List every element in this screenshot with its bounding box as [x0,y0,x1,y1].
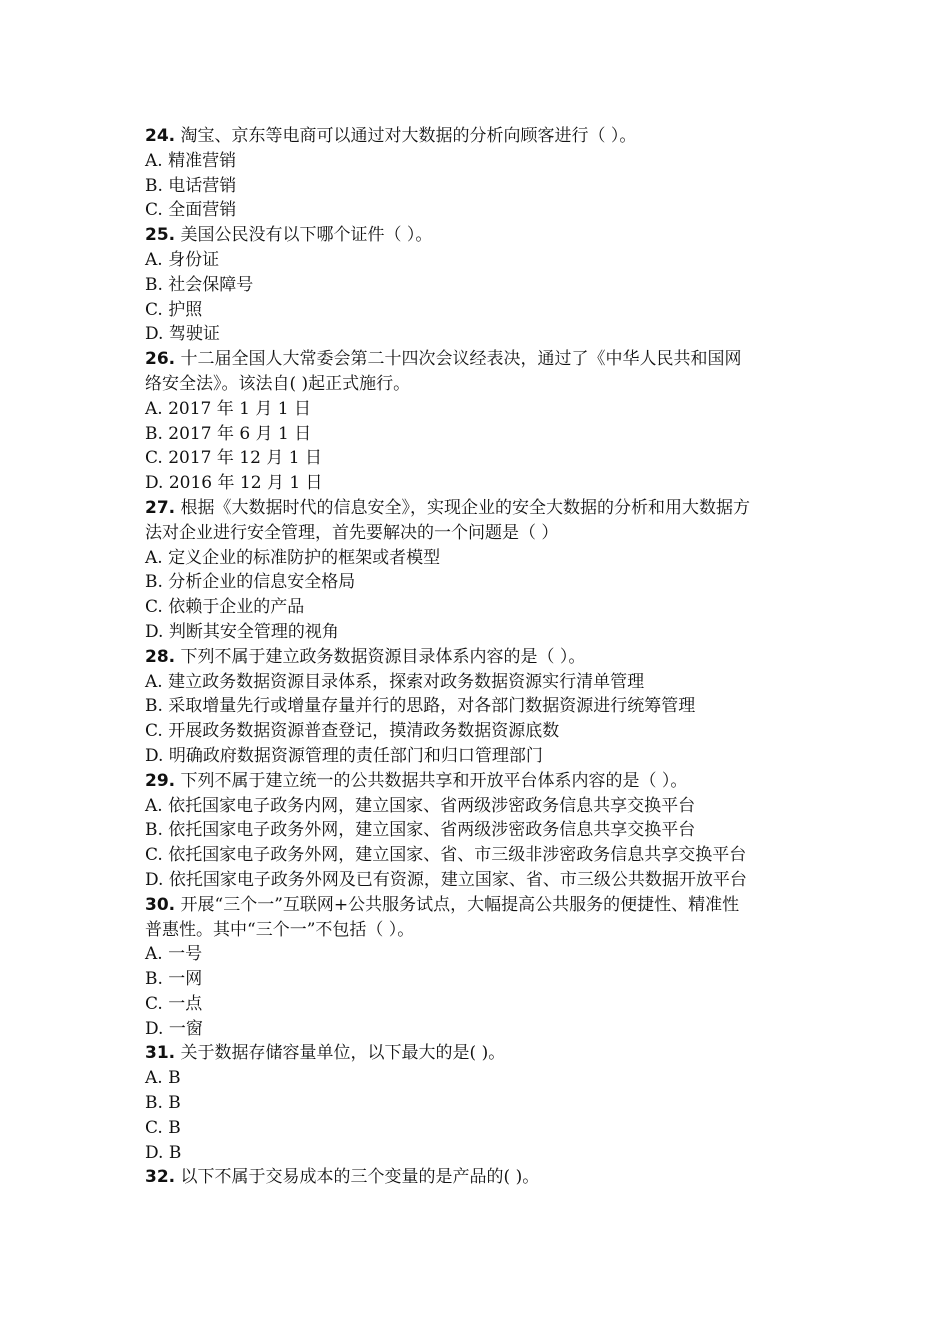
question-text: 淘宝、京东等电商可以通过对大数据的分析向顾客进行（ ）。 [180,126,637,146]
answer-option: A. 身份证 [145,249,220,270]
answer-option: D. 判断其安全管理的视角 [145,621,339,642]
question-text: 下列不属于建立政务数据资源目录体系内容的是（ ）。 [180,646,586,667]
document-page [145,124,815,1190]
answer-option: B. 一网 [145,969,203,990]
answer-option: C. 开展政务数据资源普查登记，摸清政务数据资源底数 [145,721,560,742]
question-block [145,223,815,347]
question-number: 32. [145,1167,176,1188]
answer-option: B. 电话营销 [145,175,237,196]
answer-option: D. 驾驶证 [145,324,220,345]
answer-option: A. 一号 [145,944,203,965]
question-block [145,1165,815,1190]
answer-option: B. B [145,1093,181,1114]
answer-option: A. 依托国家电子政务内网，建立国家、省两级涉密政务信息共享交换平台 [145,795,696,816]
answer-option: A. 建立政务数据资源目录体系，探索对政务数据资源实行清单管理 [145,671,645,692]
question-text: 开展“三个一”互联网+公共服务试点，大幅提高公共服务的便捷性、精准性 [180,894,740,915]
question-text: 下列不属于建立统一的公共数据共享和开放平台体系内容的是（ ）。 [180,770,688,791]
question-stem [145,347,815,372]
answer-option: D. 一窗 [145,1018,203,1039]
answer-option: A. 精准营销 [145,150,237,171]
question-block [145,347,815,496]
answer-option: B. 采取增量先行或增量存量并行的思路，对各部门数据资源进行统筹管理 [145,696,696,717]
question-text: 络安全法》。该法自( )起正式施行。 [145,373,411,394]
question-stem [145,1041,815,1066]
answer-option: C. 护照 [145,299,203,320]
answer-option: B. 依托国家电子政务外网，建立国家、省两级涉密政务信息共享交换平台 [145,820,696,841]
question-stem [145,893,815,918]
question-block [145,645,815,769]
answer-option: C. 依赖于企业的产品 [145,597,305,618]
question-text: 法对企业进行安全管理，首先要解决的一个问题是（ ） [145,522,559,543]
question-stem [145,769,815,794]
question-number: 30. [145,894,176,915]
question-block [145,893,815,1042]
question-stem [145,645,815,670]
answer-option: C. 2017 年 12 月 1 日 [145,448,322,469]
answer-option: B. 分析企业的信息安全格局 [145,572,356,593]
question-number: 24. [145,126,176,146]
question-stem [145,124,815,149]
answer-option: C. 全面营销 [145,200,237,221]
question-block [145,124,815,223]
answer-option: D. 明确政府数据资源管理的责任部门和归口管理部门 [145,745,543,766]
question-block [145,769,815,893]
question-number: 29. [145,770,176,791]
question-stem [145,496,815,521]
question-text: 美国公民没有以下哪个证件（ ）。 [180,225,433,246]
answer-option: D. B [145,1142,182,1163]
answer-option: A. B [145,1068,181,1089]
question-stem [145,1165,815,1190]
question-number: 31. [145,1043,176,1064]
answer-option: C. B [145,1117,181,1138]
answer-option: B. 社会保障号 [145,274,254,295]
answer-option: C. 一点 [145,993,203,1014]
question-stem-continuation [145,521,815,546]
question-text: 根据《大数据时代的信息安全》，实现企业的安全大数据的分析和用大数据方 [180,497,751,518]
question-number: 28. [145,646,176,667]
answer-option: D. 依托国家电子政务外网及已有资源，建立国家、省、市三级公共数据开放平台 [145,869,747,890]
answer-option: B. 2017 年 6 月 1 日 [145,423,312,444]
question-block [145,1041,815,1165]
question-text: 普惠性。其中“三个一”不包括（ ）。 [145,919,415,940]
question-stem-continuation [145,918,815,943]
question-text: 以下不属于交易成本的三个变量的是产品的( )。 [180,1167,540,1188]
question-number: 26. [145,349,176,370]
question-stem [145,223,815,248]
answer-option: D. 2016 年 12 月 1 日 [145,473,323,494]
answer-option: C. 依托国家电子政务外网，建立国家、省、市三级非涉密政务信息共享交换平台 [145,845,747,866]
question-stem-continuation [145,372,815,397]
question-text: 十二届全国人大常委会第二十四次会议经表决，通过了《中华人民共和国网 [180,349,742,370]
question-number: 27. [145,497,176,518]
question-number: 25. [145,225,176,246]
question-block [145,496,815,645]
question-text: 关于数据存储容量单位，以下最大的是( )。 [180,1043,506,1064]
answer-option: A. 2017 年 1 月 1 日 [145,398,311,419]
answer-option: A. 定义企业的标准防护的框架或者模型 [145,547,441,568]
